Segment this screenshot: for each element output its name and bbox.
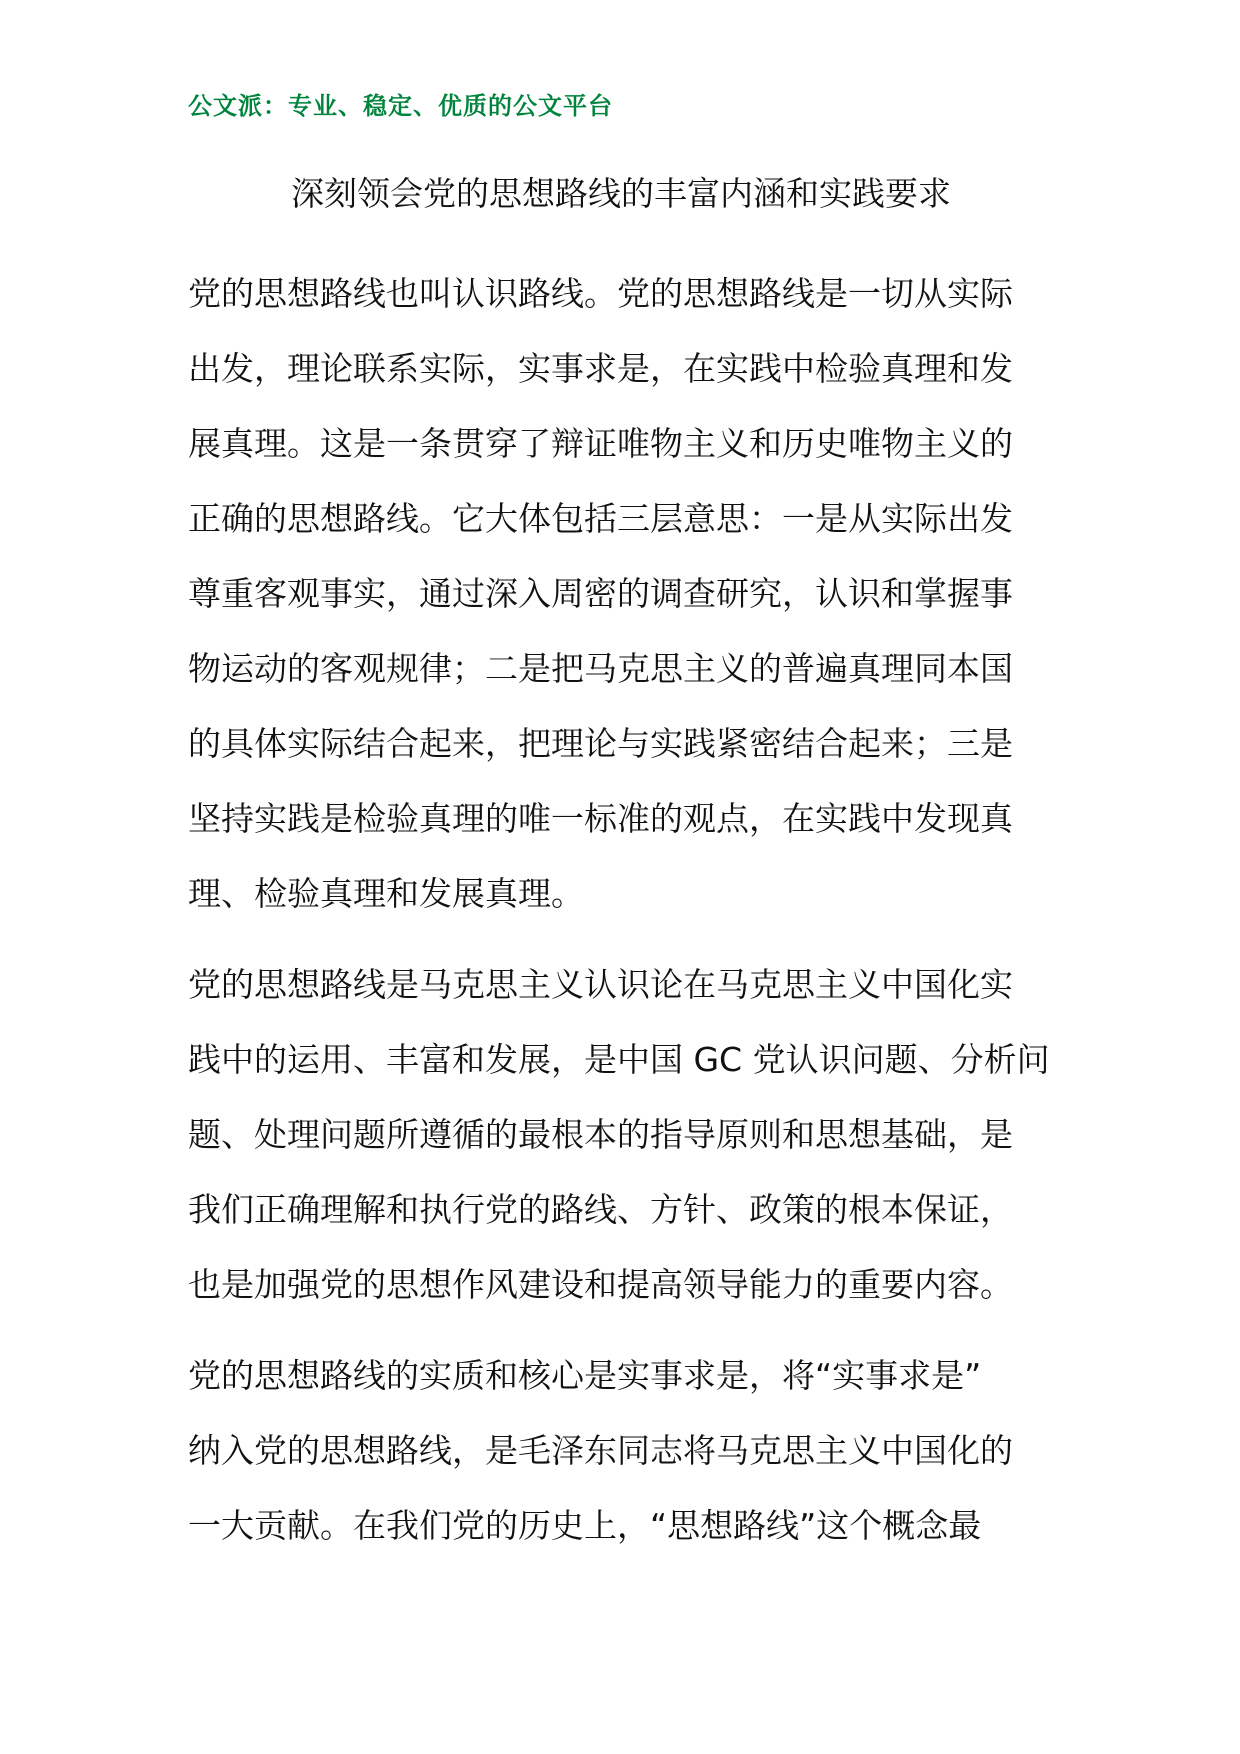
paragraph-1 — [188, 256, 1058, 931]
text-line: 我们正确理解和执行党的路线、方针、政策的根本保证， — [188, 1190, 1013, 1229]
site-header: 公文派：专业、稳定、优质的公文平台 — [188, 92, 613, 120]
text-line: 尊重客观事实，通过深入周密的调查研究，认识和掌握事 — [188, 574, 1013, 613]
text-line: 题、处理问题所遵循的最根本的指导原则和思想基础，是 — [188, 1115, 1013, 1154]
text-line: 理、检验真理和发展真理。 — [188, 874, 584, 913]
text-line: 践中的运用、丰富和发展，是中国 GC 党认识问题、分析问 — [188, 1040, 1050, 1079]
text-line: 党的思想路线也叫认识路线。党的思想路线是一切从实际 — [188, 274, 1013, 313]
text-line: 党的思想路线的实质和核心是实事求是，将“实事求是” — [188, 1356, 982, 1395]
document-title: 深刻领会党的思想路线的丰富内涵和实践要求 — [291, 174, 951, 213]
text-line: 也是加强党的思想作风建设和提高领导能力的重要内容。 — [188, 1265, 1013, 1304]
paragraph-3 — [188, 1338, 1058, 1563]
text-line: 展真理。这是一条贯穿了辩证唯物主义和历史唯物主义的 — [188, 424, 1013, 463]
text-line: 一大贡献。在我们党的历史上，“思想路线”这个概念最 — [188, 1506, 982, 1545]
text-line: 的具体实际结合起来，把理论与实践紧密结合起来；三是 — [188, 724, 1013, 763]
text-line: 坚持实践是检验真理的唯一标准的观点，在实践中发现真 — [188, 799, 1013, 838]
document-body — [188, 256, 1058, 1579]
paragraph-2 — [188, 947, 1058, 1322]
text-line: 党的思想路线是马克思主义认识论在马克思主义中国化实 — [188, 965, 1013, 1004]
text-line: 纳入党的思想路线，是毛泽东同志将马克思主义中国化的 — [188, 1431, 1013, 1470]
text-line: 正确的思想路线。它大体包括三层意思：一是从实际出发 — [188, 499, 1013, 538]
text-line: 物运动的客观规律；二是把马克思主义的普遍真理同本国 — [188, 649, 1013, 688]
text-line: 出发，理论联系实际，实事求是，在实践中检验真理和发 — [188, 349, 1013, 388]
